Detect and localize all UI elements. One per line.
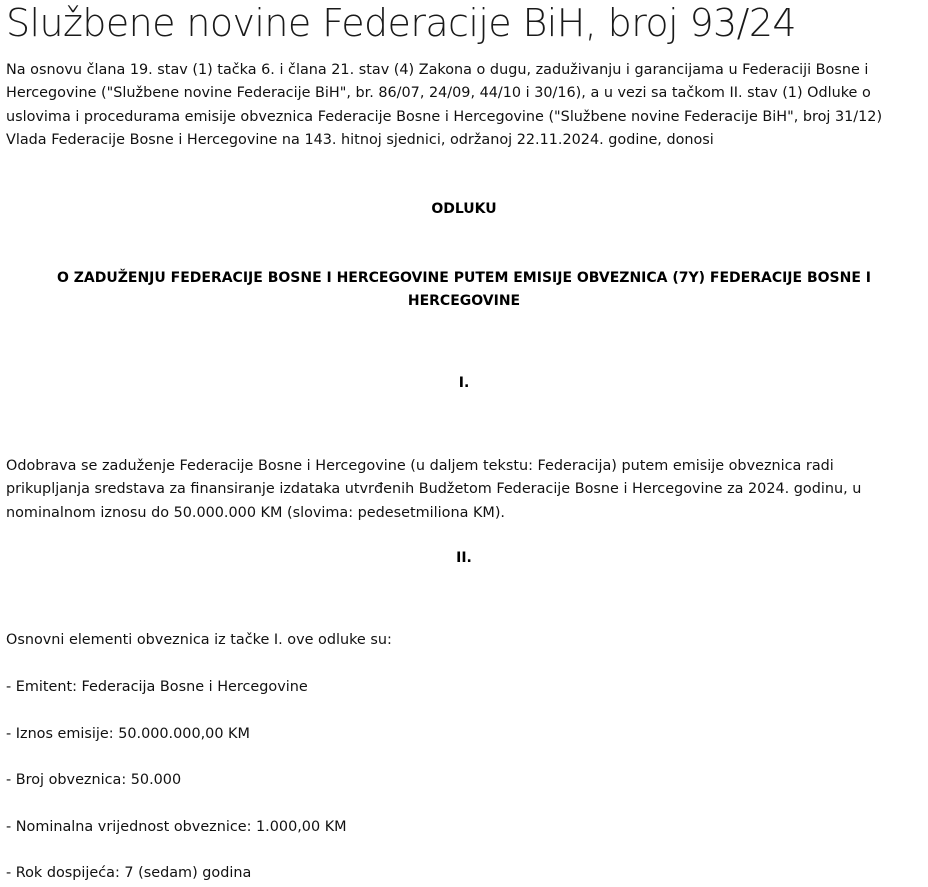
decision-heading: ODLUKU (431, 201, 497, 217)
list-item-nominal-value: - Nominalna vrijednost obveznice: 1.000,00 KM (6, 819, 347, 835)
list-item-bond-count: - Broj obveznica: 50.000 (6, 772, 182, 788)
section-2-intro: Osnovni elementi obveznica iz tačke I. ove odluke su: (6, 632, 392, 648)
list-item-issuer: - Emitent: Federacija Bosne i Hercegovine (6, 679, 308, 695)
list-item-maturity: - Rok dospijeća: 7 (sedam) godina (6, 865, 252, 881)
document-title: Službene novine Federacije BiH, broj 93/24 (6, 1, 796, 45)
list-item-issue-amount: - Iznos emisije: 50.000.000,00 KM (6, 726, 250, 742)
section-number-2: II. (456, 550, 472, 566)
section-number-1: I. (458, 375, 470, 391)
preamble-paragraph: Na osnovu člana 19. stav (1) tačka 6. i člana 21. stav (4) Zakona o dugu, zaduživanju i garancijama u Federaciji Bosne i Hercegovine ("Službene novine Federacije BiH", br. 86/07, 24/09, 44/10 i 30/16), a u vezi sa tačkom II. stav (1) Odluke o uslovima i procedurama emisije obveznica Federacije Bosne i Hercegovine ("Službene novine Federacije BiH", broj 31/12) Vlada Federacije Bosne i Hercegovine na 143. hitnoj sjednici, održanoj 22.11.2024. godine, donosi (6, 62, 883, 149)
section-1-paragraph: Odobrava se zaduženje Federacije Bosne i Hercegovine (u daljem tekstu: Federacija) putem emisije obveznica radi prikupljanja sredstava za finansiranje izdataka utvrđenih Budžetom Federacije Bosne i Hercegovine za 2024. godinu, u nominalnom iznosu do 50.000.000 KM (slovima: pedesetmiliona KM). (6, 458, 862, 521)
decision-subject: O ZADUŽENJU FEDERACIJE BOSNE I HERCEGOVINE PUTEM EMISIJE OBVEZNICA (7Y) FEDERACIJE BOSNE I HERCEGOVINE (57, 270, 871, 309)
